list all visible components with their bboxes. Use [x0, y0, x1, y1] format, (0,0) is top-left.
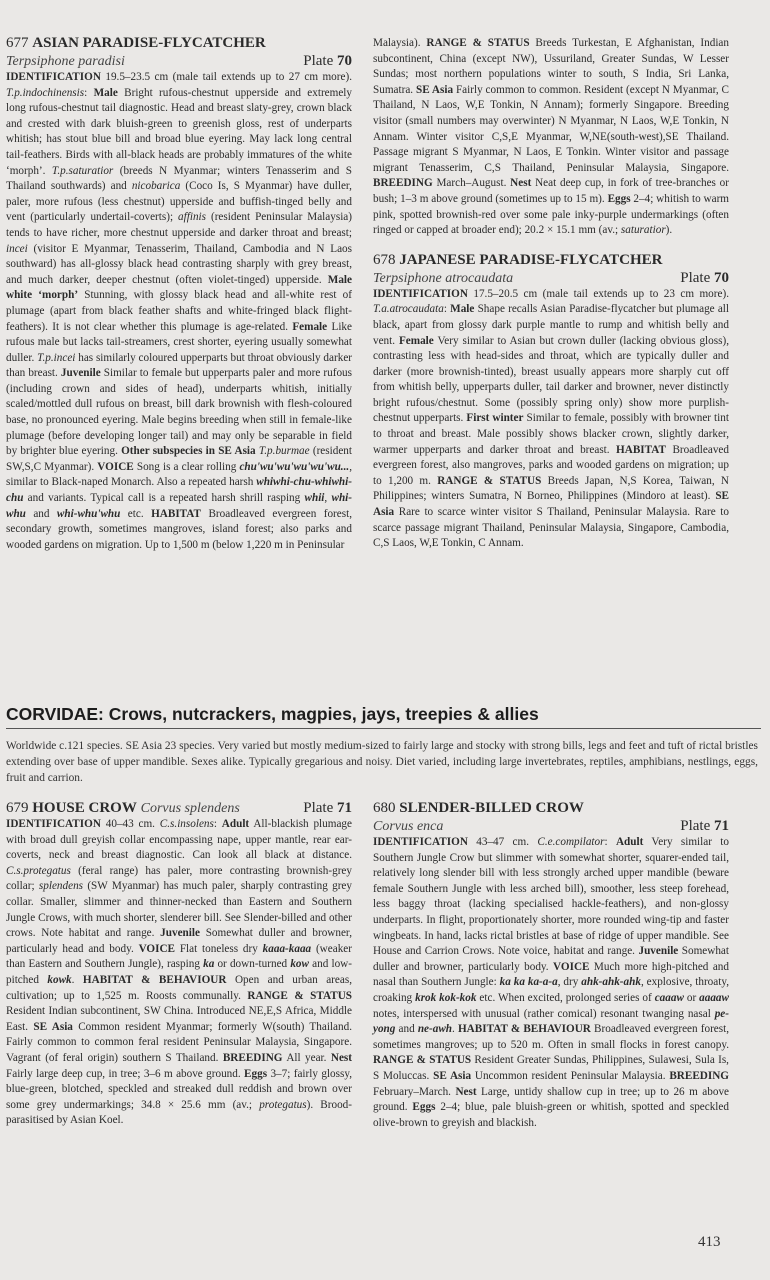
body-text: 19.5–23.5 cm (male tail extends up to 27 cm more). — [100, 71, 352, 83]
body-text: Somewhat duller and browner, particularly head and body. — [6, 927, 352, 955]
species-677-continuation — [373, 36, 729, 239]
body-text: or down-turned — [214, 958, 291, 971]
body-text: Very similar to Southern Jungle Crow but slimmer with somewhat shorter, squarer-ended tail, relatively long slender bill with less strongly arched upper mandible (beware female Southern Jungle with less arched bill), smoother, less steep forehead, less baggy throat (lacking specialised hackle-feathers), and non-glossy underparts. In flight, proportionately shorter, more rounded wing-tip and faster wingbeats. In hand, lacks rictal bristles at base of ridge of upper mandible. See House and Carrion Crows. Note voice, habitat and range. — [373, 836, 730, 958]
section-label: BREEDING — [222, 1051, 283, 1064]
voice-transcription: whiwhi-chu-whiwhi-chu — [6, 476, 352, 505]
body-text: (weaker than Eastern and Southern Jungle), rasping — [6, 942, 352, 971]
body-text: and — [25, 507, 57, 520]
section-label: IDENTIFICATION — [6, 71, 101, 83]
section-label: Nest — [330, 1051, 353, 1064]
body-text: Malaysia). — [373, 37, 427, 49]
section-label: Adult — [221, 818, 250, 830]
taxon-name: saturatior — [620, 224, 666, 237]
section-label: HABITAT — [151, 507, 202, 520]
species-number: 678 — [373, 251, 396, 268]
section-label: RANGE & STATUS — [437, 474, 542, 487]
section-label: RANGE & STATUS — [247, 989, 352, 1002]
scientific-name: Corvus splendens — [140, 801, 240, 816]
section-label: SE Asia — [33, 1020, 73, 1033]
voice-transcription: ahk-ahk-ahk — [581, 976, 641, 989]
species-678-title — [373, 251, 662, 269]
species-name: SLENDER-BILLED CROW — [399, 800, 584, 816]
body-text: : — [604, 836, 616, 848]
section-label: VOICE — [138, 942, 176, 955]
body-text: Common resident Myanmar; formerly W(south) Thailand. Fairly common to common feral resident Peninsular Malaysia, Singapore. Vagrant (of feral origin) southern S Thailand. — [6, 1020, 352, 1064]
species-677-entry — [6, 34, 352, 553]
plate-number: 71 — [337, 800, 352, 816]
voice-transcription: whi-whu — [6, 492, 353, 520]
species-678-subheader — [373, 269, 729, 287]
body-text: Stunning, with glossy black head and all-white rest of plumage (apart from black feather shafts and white-fringed black flight-feathers). It is not clear whether this plumage is age-related. — [6, 289, 352, 333]
body-text: Much more high-pitched and nasal than Southern Jungle: — [373, 960, 729, 989]
plate-label: Plate — [303, 53, 334, 69]
scientific-name: Terpsiphone atrocaudata — [373, 270, 514, 286]
species-678-header — [373, 251, 729, 269]
body-text: Song is a clear rolling — [133, 460, 240, 473]
voice-transcription: krok kok-kok — [415, 991, 477, 1004]
voice-transcription: aaaaw — [699, 991, 729, 1004]
plate-number: 71 — [714, 818, 729, 834]
body-text: (SW Myanmar) has much paler, sharply contrasting grey collar. Smaller, slimmer and thinner-necked than Eastern and Southern Jungle Crows, with much shorter, slenderer bill. See Slender-billed and other crows. Note habitat and range. — [6, 880, 352, 940]
voice-transcription: ne-awh — [417, 1023, 453, 1036]
scientific-name: Terpsiphone paradisi — [6, 54, 125, 69]
section-label: Male — [93, 86, 118, 99]
species-name: ASIAN PARADISE-FLYCATCHER — [32, 35, 266, 51]
species-number: 680 — [373, 800, 396, 816]
body-text: Resident Greater Sundas, Philippines, Sulawesi, Sula Is, S Moluccas. — [373, 1054, 729, 1082]
voice-transcription: kow — [290, 958, 309, 971]
species-number: 679 — [6, 800, 29, 816]
section-label: Male white ‘morph’ — [6, 273, 352, 302]
page-number: 413 — [698, 1234, 721, 1250]
body-text: or — [683, 991, 700, 1004]
section-label: Female — [398, 334, 434, 347]
species-680-title — [373, 799, 584, 817]
body-text: Flat toneless dry — [175, 942, 263, 955]
body-text: Uncommon resident Peninsular Malaysia. — [471, 1069, 670, 1082]
body-text: (resident Peninsular Malaysia) tends to have richer, more chestnut upperside and darker throat and breast; — [6, 211, 352, 239]
species-678-text — [373, 287, 729, 552]
plate-number: 70 — [337, 53, 352, 69]
section-label: Male — [450, 303, 475, 316]
voice-transcription: kaaa-kaaa — [262, 942, 312, 955]
species-name: HOUSE CROW — [32, 800, 137, 816]
section-label: Other subspecies in SE Asia — [121, 445, 256, 458]
section-label: Juvenile — [638, 945, 679, 958]
body-text: March–August. — [432, 177, 511, 190]
body-text: (resident SW,S,C Myanmar). — [6, 445, 352, 473]
body-text: Breeds Japan, N,S Korea, Taiwan, N Philippines; winters Sumatra, N Borneo, Philippines (Mindoro at least). — [373, 474, 729, 503]
body-text: and variants. Typical call is a repeated harsh shrill rasping — [23, 492, 305, 505]
section-label: HABITAT — [616, 443, 666, 456]
body-text: and — [395, 1023, 418, 1036]
section-label: Nest — [510, 177, 532, 190]
taxon-name: T.p.incei — [37, 351, 76, 364]
taxon-name: affinis — [178, 211, 207, 224]
body-text: Open and urban areas, cultivation; up to 1,525 m. Roosts communally. — [6, 973, 352, 1002]
section-label: SE Asia — [433, 1069, 472, 1082]
body-text: 3–7; fairly glossy, blue-green, blotched, speckled and streaked dull reddish and brown over some grey undermarkings; 34.8 × 25.6 mm (av.; — [6, 1067, 352, 1111]
section-label: SE Asia — [415, 83, 454, 96]
body-text: (feral range) has paler, more contrasting brownish-grey collar; — [6, 864, 352, 893]
body-text: etc. When excited, prolonged series of — [476, 991, 655, 1004]
family-heading: CORVIDAE: Crows, nutcrackers, magpies, jays, treepies & allies — [6, 703, 761, 729]
body-text: 2–4; whitish to warm pink, spotted brownish-red over some pale inky-purple undermarkings (often ringed or capped at broader end); 20.2 × 15.1 mm (av.; — [373, 192, 730, 237]
right-top-column — [373, 36, 729, 552]
taxon-name: T.p.indochinensis — [6, 86, 85, 99]
body-text: 40–43 cm. — [100, 818, 160, 830]
body-text: Very similar to Asian but crown duller (lacking obvious gloss), contrasting less with head-sides and throat, which are typically duller and darker (more brownish-tinted), breast usually appears more sharply cut off from whitish belly, upperparts duller, tail darker and browner, never distinctly bright rufous/chestnut. Some (possibly spring only) show more purplish-chestnut upperparts. — [373, 334, 729, 425]
scientific-name: Corvus enca — [373, 819, 444, 834]
plate-reference — [680, 269, 729, 287]
species-679-entry — [6, 799, 352, 1129]
section-label: Nest — [455, 1085, 477, 1098]
plate-label: Plate — [303, 800, 334, 816]
voice-transcription: whii — [304, 492, 325, 505]
body-text: 17.5–20.5 cm (male tail extends up to 23 cm more). — [467, 287, 729, 300]
voice-transcription: kowk — [47, 973, 72, 986]
voice-transcription: chu'wu'wu'wu'wu'wu... — [239, 460, 350, 473]
body-text: Rare to scarce winter visitor S Thailand, Peninsular Malaysia. Rare to scarce passage migrant Thailand, Peninsular Malaysia, Singapore, Cambodia, C,S Laos, W,E Tonkin, C Annam. — [373, 506, 729, 550]
body-text: February–March. — [373, 1085, 456, 1098]
body-text: ). Brood-parasitised by Asian Koel. — [6, 1098, 352, 1127]
plate-label: Plate — [680, 269, 711, 286]
species-677-subheader — [6, 52, 352, 70]
body-text: : — [84, 86, 94, 99]
body-text: , similar to Black-naped Monarch. Also a repeated harsh — [6, 460, 352, 489]
body-text: Neat deep cup, in fork of tree-branches or bush; 1–3 m above ground (sometimes up to 15 m). — [373, 177, 729, 205]
taxon-name: T.a.atrocaudata — [373, 303, 444, 316]
section-label: HABITAT & BEHAVIOUR — [457, 1023, 591, 1036]
voice-transcription: whi-whu'whu — [56, 507, 121, 520]
body-text: . — [452, 1023, 458, 1036]
body-text: etc. — [120, 507, 152, 520]
body-text: . — [71, 973, 83, 986]
body-text: 43–47 cm. — [467, 836, 538, 848]
body-text: All-blackish plumage with broad dull greyish collar encompassing nape, upper mantle, rear ear-coverts, neck and breast diagnostic. Can look all black at distance. — [6, 818, 352, 862]
plate-reference — [303, 52, 352, 70]
section-label: VOICE — [97, 460, 134, 473]
body-text: 2–4; blue, pale bluish-green or whitish, spotted and speckled olive-brown to greyish and blackish. — [373, 1101, 729, 1129]
body-text: Broadleaved evergreen forest, secondary growth, sometimes mangroves, island forest; also parks and wooded gardens on migration. Up to 1,500 m (below 1,220 m in Peninsular — [6, 507, 353, 551]
voice-transcription: ka — [203, 958, 215, 971]
voice-transcription: ka ka ka-a-a — [499, 976, 558, 989]
section-label: IDENTIFICATION — [373, 287, 468, 300]
body-text: (visitor E Myanmar, Tenasserim, Thailand, Cambodia and N Laos southward) has all-glossy black head contrasting sharply with grey breast, and much darker, deeper chestnut (often violet-tinged) upperside. — [6, 242, 352, 286]
species-677-header — [6, 34, 352, 52]
section-label: Eggs — [607, 192, 631, 205]
section-label: BREEDING — [669, 1069, 729, 1082]
voice-transcription: caaaw — [654, 991, 684, 1004]
section-label: VOICE — [553, 960, 590, 973]
body-text: Shape recalls Asian Paradise-flycatcher but plumage all black, apart from glossy dark purple mantle to rump and whitish belly and vent. — [373, 303, 730, 347]
body-text: Fairly common to common. Resident (except N Myanmar, C Thailand, N Laos, W,E Tonkin, N Annam); formerly Singapore. Breeding visitor (small numbers may overwinter) N Myanmar, N Laos, W,E Tonkin, N Annam. Winter visitor C,S,E Myanmar, W,NE(south-west),SE Thailand. Passage migrant S Myanmar, N Laos, E Tonkin. Winter visitor and passage migrant Tenasserim, C,S Thailand, Peninsular Malaysia, Singapore. — [373, 83, 729, 174]
section-label: Juvenile — [60, 367, 101, 380]
taxon-name: protegatus — [259, 1098, 307, 1111]
body-text: notes, interspersed with unusual (rather comical) resonant twanging nasal — [373, 1007, 715, 1020]
species-679-header — [6, 799, 352, 817]
section-label: Eggs — [244, 1067, 268, 1080]
family-intro: Worldwide c.121 species. SE Asia 23 species. Very varied but mostly medium-sized to fairly large and stocky with strong bills, legs and feet and tuft of rictal bristles extending over base of upper mandible. Sexes alike. Typically gregarious and noisy. Diet varied, including large invertebrates, reptiles, amphibians, nestlings, eggs, fruit and carrion. — [6, 740, 758, 784]
body-text: Fairly large deep cup, in tree; 3–6 m above ground. — [6, 1067, 245, 1080]
species-680-header — [373, 799, 729, 817]
body-text: , dry — [557, 976, 582, 989]
body-text: All year. — [282, 1051, 331, 1064]
body-text: , — [324, 492, 332, 505]
body-text: Similar to female, possibly with browner tint to throat and breast. Male possibly shows blacker crown, slightly darker, warmer upperparts and darker throat and breast. — [373, 412, 729, 456]
body-text: Like rufous male but lacks tail-streamers, crest shorter, eyering usually somewhat duller. — [6, 320, 352, 364]
body-text: (breeds N Myanmar; winters Tenasserim and S Thailand southwards) and — [6, 164, 352, 193]
plate-reference — [303, 799, 352, 817]
taxon-name: nicobarica — [131, 180, 181, 193]
section-label: First winter — [466, 412, 524, 425]
section-label: IDENTIFICATION — [373, 836, 468, 848]
section-label: RANGE & STATUS — [373, 1054, 472, 1067]
body-text: Somewhat duller and browner, particularly body. — [373, 945, 730, 973]
section-label: Juvenile — [160, 927, 200, 940]
section-label: BREEDING — [373, 177, 433, 190]
section-label: Adult — [615, 836, 644, 848]
taxon-name: T.p.saturatior — [51, 164, 114, 177]
body-text: : — [213, 818, 222, 830]
body-text: Large, untidy shallow cup in tree; up to 26 m above ground. — [373, 1085, 729, 1114]
section-label: Female — [292, 320, 328, 333]
taxon-name: splendens — [38, 880, 84, 893]
taxon-name: C.e.compilator — [537, 836, 605, 848]
body-text: Similar to female but upperparts paler and more rufous (including crown and sides of head), underparts whitish, initially scaled/mottled dull rufous on breast, bill dark brownish with flesh-coloured base, no pronounced eyering. Male begins breeding when still in female-like plumage (before developing longer tail) and may only be separable in field by brighter blue eyering. — [6, 367, 352, 458]
taxon-name: T.p.burmae — [258, 445, 310, 458]
section-label: SE Asia — [373, 490, 729, 519]
body-text: : — [443, 303, 451, 316]
body-text: Resident Indian subcontinent, SW China. Introduced NE,E,S Africa, Middle East. — [6, 1005, 352, 1033]
body-text: Broadleaved evergreen forest, also mangroves, parks and wooded gardens on migration; up to 1,200 m. — [373, 443, 729, 487]
body-text: ). — [665, 224, 673, 237]
body-text: has similarly coloured upperparts but throat obviously darker than breast. — [6, 351, 353, 380]
taxon-name: incei — [6, 242, 28, 255]
body-text: , explosive, throaty, croaking — [373, 976, 730, 1004]
body-text: Broadleaved evergreen forest, sometimes mangroves; up to 520 m. Often in small flocks in forest canopy. — [373, 1023, 730, 1051]
taxon-name: C.s.protegatus — [6, 864, 71, 877]
species-677-text — [6, 70, 352, 553]
species-677-title — [6, 34, 266, 52]
species-name: JAPANESE PARADISE-FLYCATCHER — [399, 251, 663, 268]
species-680-text — [373, 835, 729, 1131]
species-680-subheader — [373, 817, 729, 835]
species-number: 677 — [6, 35, 29, 51]
plate-number: 70 — [714, 269, 729, 286]
body-text: (Coco Is, S Myanmar) have duller, paler, more rufous (less chestnut) upperside and buffish-tinged belly and vent (particularly undertail-coverts); — [6, 180, 352, 224]
body-text: Bright rufous-chestnut upperside and extremely long rufous-chestnut tail diagnostic. Head and breast slaty-grey, crown black and crested with dark bluish-green to greenish gloss, rest of underparts whitish; has stout blue bill and broad blue eyering. May lack long central tail-feathers. Birds with all-black heads are probably immatures of the white ‘morph’. — [6, 86, 353, 177]
species-679-text — [6, 817, 352, 1129]
section-label: HABITAT & BEHAVIOUR — [82, 973, 227, 986]
section-label: IDENTIFICATION — [6, 818, 101, 830]
voice-transcription: pe-yong — [373, 1007, 729, 1036]
species-680-entry — [373, 799, 729, 1131]
plate-label: Plate — [680, 818, 711, 834]
body-text: Breeds Turkestan, E Afghanistan, Indian subcontinent, China (except NW), Ussuriland, Greater Sundas, W Lesser Sundas; most northern populations winter to south, S India, Sri Lanka, Sumatra. — [373, 37, 729, 96]
section-label: RANGE & STATUS — [426, 37, 530, 49]
plate-reference — [680, 817, 729, 835]
body-text: and low-pitched — [6, 958, 352, 986]
section-label: Eggs — [412, 1101, 436, 1114]
taxon-name: C.s.insolens — [159, 818, 214, 830]
species-679-title — [6, 799, 240, 817]
